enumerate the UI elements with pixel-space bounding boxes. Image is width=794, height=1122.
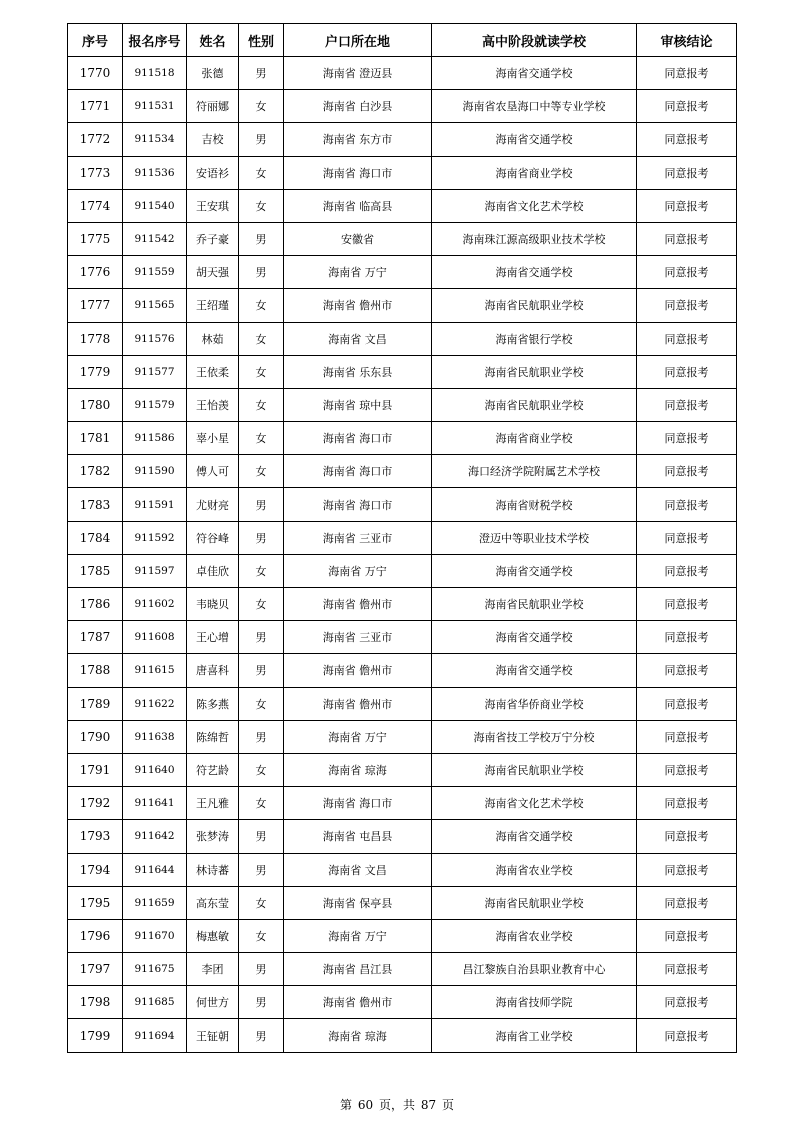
cell-gender: 男 (239, 654, 284, 687)
cell-seq: 1775 (68, 222, 123, 255)
cell-seq: 1791 (68, 753, 123, 786)
cell-result: 同意报考 (637, 488, 737, 521)
cell-name: 林茹 (187, 322, 239, 355)
cell-seq: 1795 (68, 886, 123, 919)
cell-name: 乔子豪 (187, 222, 239, 255)
cell-hukou: 海南省 文昌 (284, 853, 432, 886)
cell-gender: 女 (239, 919, 284, 952)
cell-school: 海南省民航职业学校 (432, 355, 637, 388)
cell-school: 昌江黎族自治县职业教育中心 (432, 953, 637, 986)
cell-result: 同意报考 (637, 1019, 737, 1052)
cell-reg-no: 911685 (123, 986, 187, 1019)
cell-hukou: 海南省 万宁 (284, 720, 432, 753)
cell-reg-no: 911640 (123, 753, 187, 786)
cell-result: 同意报考 (637, 654, 737, 687)
header-school: 高中阶段就读学校 (432, 24, 637, 57)
cell-seq: 1785 (68, 554, 123, 587)
cell-seq: 1788 (68, 654, 123, 687)
cell-gender: 男 (239, 720, 284, 753)
cell-result: 同意报考 (637, 986, 737, 1019)
cell-school: 海南省华侨商业学校 (432, 687, 637, 720)
cell-hukou: 海南省 万宁 (284, 256, 432, 289)
cell-school: 海南省银行学校 (432, 322, 637, 355)
cell-result: 同意报考 (637, 953, 737, 986)
cell-gender: 女 (239, 289, 284, 322)
header-gender: 性别 (239, 24, 284, 57)
cell-name: 傅人可 (187, 455, 239, 488)
cell-reg-no: 911602 (123, 588, 187, 621)
table-row (68, 820, 737, 853)
table-row (68, 554, 737, 587)
cell-gender: 男 (239, 820, 284, 853)
cell-hukou: 海南省 澄迈县 (284, 57, 432, 90)
cell-name: 尤财亮 (187, 488, 239, 521)
header-hukou: 户口所在地 (284, 24, 432, 57)
cell-reg-no: 911608 (123, 621, 187, 654)
cell-school: 海口经济学院附属艺术学校 (432, 455, 637, 488)
cell-hukou: 海南省 三亚市 (284, 521, 432, 554)
cell-hukou: 海南省 琼海 (284, 1019, 432, 1052)
cell-hukou: 安徽省 (284, 222, 432, 255)
cell-reg-no: 911542 (123, 222, 187, 255)
cell-hukou: 海南省 保亭县 (284, 886, 432, 919)
cell-school: 海南省交通学校 (432, 256, 637, 289)
cell-reg-no: 911644 (123, 853, 187, 886)
cell-seq: 1774 (68, 189, 123, 222)
cell-school: 海南省交通学校 (432, 123, 637, 156)
cell-seq: 1786 (68, 588, 123, 621)
header-result: 审核结论 (637, 24, 737, 57)
footer-prefix: 第 (340, 1098, 353, 1112)
cell-school: 海南省交通学校 (432, 554, 637, 587)
cell-reg-no: 911670 (123, 919, 187, 952)
table-row (68, 919, 737, 952)
cell-reg-no: 911590 (123, 455, 187, 488)
cell-reg-no: 911586 (123, 422, 187, 455)
cell-reg-no: 911534 (123, 123, 187, 156)
cell-reg-no: 911641 (123, 787, 187, 820)
table-row (68, 953, 737, 986)
cell-hukou: 海南省 万宁 (284, 919, 432, 952)
cell-name: 辜小星 (187, 422, 239, 455)
cell-hukou: 海南省 海口市 (284, 455, 432, 488)
table-row (68, 355, 737, 388)
cell-result: 同意报考 (637, 222, 737, 255)
table-body (68, 57, 737, 1053)
table-row (68, 189, 737, 222)
cell-reg-no: 911622 (123, 687, 187, 720)
cell-reg-no: 911592 (123, 521, 187, 554)
cell-school: 海南省财税学校 (432, 488, 637, 521)
cell-school: 海南省农垦海口中等专业学校 (432, 90, 637, 123)
cell-result: 同意报考 (637, 388, 737, 421)
cell-school: 海南省商业学校 (432, 422, 637, 455)
cell-result: 同意报考 (637, 455, 737, 488)
cell-name: 张德 (187, 57, 239, 90)
table-row (68, 986, 737, 1019)
table-row (68, 621, 737, 654)
cell-gender: 女 (239, 90, 284, 123)
cell-seq: 1798 (68, 986, 123, 1019)
cell-gender: 女 (239, 355, 284, 388)
cell-gender: 女 (239, 189, 284, 222)
cell-result: 同意报考 (637, 322, 737, 355)
cell-seq: 1776 (68, 256, 123, 289)
cell-result: 同意报考 (637, 820, 737, 853)
cell-gender: 女 (239, 455, 284, 488)
cell-hukou: 海南省 海口市 (284, 156, 432, 189)
cell-seq: 1787 (68, 621, 123, 654)
table-row (68, 90, 737, 123)
header-name: 姓名 (187, 24, 239, 57)
cell-result: 同意报考 (637, 189, 737, 222)
cell-name: 梅惠敏 (187, 919, 239, 952)
table-row (68, 57, 737, 90)
cell-result: 同意报考 (637, 57, 737, 90)
cell-reg-no: 911565 (123, 289, 187, 322)
footer-mid: 页，共 (378, 1098, 415, 1112)
cell-gender: 男 (239, 57, 284, 90)
cell-gender: 女 (239, 388, 284, 421)
cell-school: 海南省交通学校 (432, 621, 637, 654)
footer-total-pages: 87 (420, 1098, 437, 1112)
cell-hukou: 海南省 万宁 (284, 554, 432, 587)
cell-gender: 女 (239, 753, 284, 786)
table-header-row (68, 24, 737, 57)
cell-result: 同意报考 (637, 90, 737, 123)
cell-hukou: 海南省 儋州市 (284, 654, 432, 687)
cell-gender: 女 (239, 554, 284, 587)
cell-gender: 女 (239, 322, 284, 355)
cell-school: 海南珠江源高级职业技术学校 (432, 222, 637, 255)
cell-name: 李团 (187, 953, 239, 986)
cell-hukou: 海南省 儋州市 (284, 289, 432, 322)
cell-name: 王绍瑾 (187, 289, 239, 322)
cell-reg-no: 911694 (123, 1019, 187, 1052)
cell-seq: 1779 (68, 355, 123, 388)
cell-result: 同意报考 (637, 886, 737, 919)
cell-gender: 男 (239, 853, 284, 886)
cell-name: 高东莹 (187, 886, 239, 919)
page-footer (0, 1096, 794, 1113)
cell-name: 张梦涛 (187, 820, 239, 853)
cell-hukou: 海南省 儋州市 (284, 588, 432, 621)
cell-name: 王依柔 (187, 355, 239, 388)
cell-name: 韦晓贝 (187, 588, 239, 621)
cell-reg-no: 911597 (123, 554, 187, 587)
header-reg-no: 报名序号 (123, 24, 187, 57)
cell-hukou: 海南省 海口市 (284, 787, 432, 820)
cell-reg-no: 911615 (123, 654, 187, 687)
cell-seq: 1783 (68, 488, 123, 521)
cell-result: 同意报考 (637, 521, 737, 554)
cell-reg-no: 911540 (123, 189, 187, 222)
table-row (68, 222, 737, 255)
table-row (68, 654, 737, 687)
cell-gender: 男 (239, 256, 284, 289)
cell-hukou: 海南省 屯昌县 (284, 820, 432, 853)
cell-result: 同意报考 (637, 919, 737, 952)
cell-result: 同意报考 (637, 621, 737, 654)
cell-hukou: 海南省 临高县 (284, 189, 432, 222)
cell-reg-no: 911559 (123, 256, 187, 289)
cell-seq: 1792 (68, 787, 123, 820)
cell-seq: 1773 (68, 156, 123, 189)
footer-suffix: 页 (441, 1098, 454, 1112)
table-row (68, 455, 737, 488)
cell-gender: 女 (239, 886, 284, 919)
cell-result: 同意报考 (637, 554, 737, 587)
cell-school: 海南省交通学校 (432, 820, 637, 853)
cell-result: 同意报考 (637, 753, 737, 786)
cell-seq: 1778 (68, 322, 123, 355)
cell-hukou: 海南省 昌江县 (284, 953, 432, 986)
cell-name: 符谷峰 (187, 521, 239, 554)
cell-gender: 女 (239, 687, 284, 720)
cell-hukou: 海南省 海口市 (284, 488, 432, 521)
cell-reg-no: 911638 (123, 720, 187, 753)
cell-school: 海南省民航职业学校 (432, 588, 637, 621)
cell-name: 王怡羡 (187, 388, 239, 421)
cell-hukou: 海南省 文昌 (284, 322, 432, 355)
cell-seq: 1790 (68, 720, 123, 753)
cell-reg-no: 911579 (123, 388, 187, 421)
cell-name: 王钲朝 (187, 1019, 239, 1052)
cell-hukou: 海南省 东方市 (284, 123, 432, 156)
cell-seq: 1789 (68, 687, 123, 720)
cell-name: 何世方 (187, 986, 239, 1019)
cell-result: 同意报考 (637, 123, 737, 156)
cell-school: 海南省交通学校 (432, 57, 637, 90)
applicant-table-container (67, 23, 736, 1053)
cell-name: 安语衫 (187, 156, 239, 189)
cell-result: 同意报考 (637, 687, 737, 720)
cell-school: 海南省技工学校万宁分校 (432, 720, 637, 753)
cell-result: 同意报考 (637, 787, 737, 820)
cell-school: 海南省农业学校 (432, 919, 637, 952)
cell-hukou: 海南省 乐东县 (284, 355, 432, 388)
footer-page-number: 60 (357, 1098, 374, 1112)
cell-seq: 1796 (68, 919, 123, 952)
table-row (68, 720, 737, 753)
table-row (68, 853, 737, 886)
cell-school: 澄迈中等职业技术学校 (432, 521, 637, 554)
cell-reg-no: 911591 (123, 488, 187, 521)
header-seq: 序号 (68, 24, 123, 57)
cell-name: 王心增 (187, 621, 239, 654)
cell-seq: 1797 (68, 953, 123, 986)
cell-result: 同意报考 (637, 355, 737, 388)
cell-seq: 1794 (68, 853, 123, 886)
table-row (68, 123, 737, 156)
cell-gender: 男 (239, 986, 284, 1019)
cell-hukou: 海南省 琼中县 (284, 388, 432, 421)
cell-school: 海南省交通学校 (432, 654, 637, 687)
cell-gender: 男 (239, 953, 284, 986)
cell-gender: 女 (239, 156, 284, 189)
cell-hukou: 海南省 白沙县 (284, 90, 432, 123)
cell-gender: 女 (239, 787, 284, 820)
cell-result: 同意报考 (637, 588, 737, 621)
cell-hukou: 海南省 儋州市 (284, 687, 432, 720)
cell-gender: 女 (239, 588, 284, 621)
cell-reg-no: 911536 (123, 156, 187, 189)
cell-seq: 1772 (68, 123, 123, 156)
table-row (68, 687, 737, 720)
cell-result: 同意报考 (637, 289, 737, 322)
table-row (68, 422, 737, 455)
cell-school: 海南省民航职业学校 (432, 289, 637, 322)
cell-name: 符艺龄 (187, 753, 239, 786)
cell-name: 卓佳欣 (187, 554, 239, 587)
cell-gender: 男 (239, 222, 284, 255)
cell-reg-no: 911642 (123, 820, 187, 853)
cell-seq: 1799 (68, 1019, 123, 1052)
table-row (68, 588, 737, 621)
cell-seq: 1793 (68, 820, 123, 853)
cell-seq: 1780 (68, 388, 123, 421)
table-row (68, 156, 737, 189)
cell-gender: 男 (239, 1019, 284, 1052)
cell-reg-no: 911577 (123, 355, 187, 388)
cell-reg-no: 911675 (123, 953, 187, 986)
cell-school: 海南省农业学校 (432, 853, 637, 886)
cell-hukou: 海南省 海口市 (284, 422, 432, 455)
table-row (68, 256, 737, 289)
cell-result: 同意报考 (637, 720, 737, 753)
cell-seq: 1782 (68, 455, 123, 488)
cell-seq: 1781 (68, 422, 123, 455)
cell-gender: 男 (239, 123, 284, 156)
cell-name: 陈多燕 (187, 687, 239, 720)
cell-hukou: 海南省 琼海 (284, 753, 432, 786)
cell-school: 海南省民航职业学校 (432, 753, 637, 786)
cell-result: 同意报考 (637, 422, 737, 455)
cell-gender: 女 (239, 422, 284, 455)
table-row (68, 787, 737, 820)
cell-school: 海南省技师学院 (432, 986, 637, 1019)
cell-reg-no: 911518 (123, 57, 187, 90)
applicant-table (67, 23, 737, 1053)
cell-school: 海南省文化艺术学校 (432, 189, 637, 222)
cell-name: 陈绵哲 (187, 720, 239, 753)
cell-school: 海南省商业学校 (432, 156, 637, 189)
cell-seq: 1771 (68, 90, 123, 123)
cell-reg-no: 911659 (123, 886, 187, 919)
table-row (68, 388, 737, 421)
table-row (68, 322, 737, 355)
cell-result: 同意报考 (637, 156, 737, 189)
cell-seq: 1777 (68, 289, 123, 322)
table-row (68, 753, 737, 786)
cell-school: 海南省文化艺术学校 (432, 787, 637, 820)
cell-reg-no: 911531 (123, 90, 187, 123)
cell-gender: 男 (239, 621, 284, 654)
cell-name: 唐喜科 (187, 654, 239, 687)
cell-name: 吉校 (187, 123, 239, 156)
cell-hukou: 海南省 儋州市 (284, 986, 432, 1019)
cell-name: 符丽娜 (187, 90, 239, 123)
table-row (68, 289, 737, 322)
cell-school: 海南省工业学校 (432, 1019, 637, 1052)
cell-result: 同意报考 (637, 853, 737, 886)
cell-result: 同意报考 (637, 256, 737, 289)
cell-school: 海南省民航职业学校 (432, 886, 637, 919)
table-row (68, 521, 737, 554)
cell-name: 王凡雅 (187, 787, 239, 820)
cell-hukou: 海南省 三亚市 (284, 621, 432, 654)
cell-seq: 1784 (68, 521, 123, 554)
cell-gender: 男 (239, 521, 284, 554)
table-row (68, 886, 737, 919)
cell-gender: 男 (239, 488, 284, 521)
table-row (68, 1019, 737, 1052)
cell-name: 林诗蕃 (187, 853, 239, 886)
cell-reg-no: 911576 (123, 322, 187, 355)
cell-name: 王安琪 (187, 189, 239, 222)
table-row (68, 488, 737, 521)
cell-school: 海南省民航职业学校 (432, 388, 637, 421)
cell-name: 胡天强 (187, 256, 239, 289)
cell-seq: 1770 (68, 57, 123, 90)
